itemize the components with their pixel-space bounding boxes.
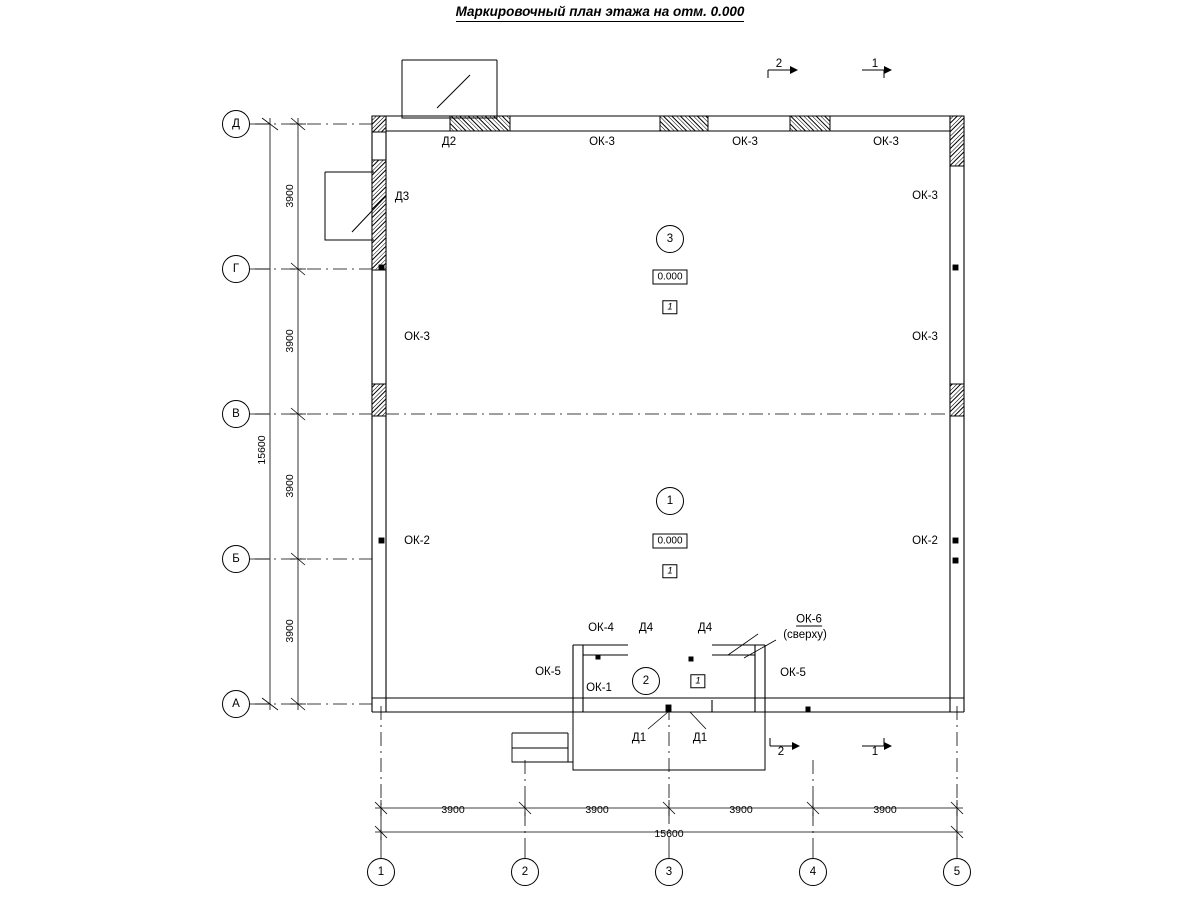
room-number-3[interactable]: 3 xyxy=(656,225,684,253)
opening-label-ok2-left: ОК-2 xyxy=(404,535,430,547)
opening-label-ok5-right: ОК-5 xyxy=(780,667,806,679)
dimension-vertical-1: 3900 xyxy=(284,184,296,208)
opening-label-ok3-top-2: ОК-3 xyxy=(732,136,758,148)
axis-bubble-g[interactable]: Г xyxy=(222,255,250,283)
dimension-horizontal-4: 3900 xyxy=(873,804,897,816)
section-mark-1-bottom: 1 xyxy=(871,746,879,758)
axis-bubble-a[interactable]: А xyxy=(222,690,250,718)
room-elevation-1: 0.000 xyxy=(652,534,687,549)
opening-label-d2: Д2 xyxy=(441,136,457,148)
axis-bubble-b[interactable]: Б xyxy=(222,545,250,573)
axis-bubble-4[interactable]: 4 xyxy=(799,858,827,886)
opening-label-ok3-top-3: ОК-3 xyxy=(873,136,899,148)
dimension-horizontal-2: 3900 xyxy=(585,804,609,816)
room-number-1[interactable]: 1 xyxy=(656,487,684,515)
opening-label-ok3-right-1: ОК-3 xyxy=(912,190,938,202)
room-elevation-3: 0.000 xyxy=(652,270,687,285)
opening-label-d3: Д3 xyxy=(394,191,410,203)
room-number-2[interactable]: 2 xyxy=(632,667,660,695)
opening-label-ok3-right-2: ОК-3 xyxy=(912,331,938,343)
room-mark-1: 1 xyxy=(662,564,677,578)
room-mark-3: 1 xyxy=(662,300,677,314)
axis-bubble-2[interactable]: 2 xyxy=(511,858,539,886)
opening-label-ok1: ОК-1 xyxy=(586,682,612,694)
opening-label-ok6-note: (сверху) xyxy=(783,629,827,641)
axis-bubble-3[interactable]: 3 xyxy=(655,858,683,886)
dimension-vertical-3: 3900 xyxy=(284,474,296,498)
opening-label-ok2-right: ОК-2 xyxy=(912,535,938,547)
section-mark-2-bottom: 2 xyxy=(777,746,785,758)
opening-label-ok3-top-1: ОК-3 xyxy=(589,136,615,148)
dimension-horizontal-total: 15600 xyxy=(654,828,684,840)
section-mark-2-top: 2 xyxy=(775,58,783,70)
opening-label-d4-2: Д4 xyxy=(697,622,713,634)
dimension-vertical-total: 15600 xyxy=(256,435,268,465)
axis-bubble-v[interactable]: В xyxy=(222,400,250,428)
opening-label-d1-2: Д1 xyxy=(692,732,708,744)
opening-label-ok3-left: ОК-3 xyxy=(404,331,430,343)
section-mark-1-top: 1 xyxy=(871,58,879,70)
opening-label-ok4: ОК-4 xyxy=(588,622,614,634)
drawing-title: Маркировочный план этажа на отм. 0.000 xyxy=(0,4,1200,19)
axis-bubble-d[interactable]: Д xyxy=(222,110,250,138)
axis-bubble-1[interactable]: 1 xyxy=(367,858,395,886)
opening-label-ok5-left: ОК-5 xyxy=(535,666,561,678)
dimension-vertical-4: 3900 xyxy=(284,619,296,643)
dimension-horizontal-1: 3900 xyxy=(441,804,465,816)
dimension-vertical-2: 3900 xyxy=(284,329,296,353)
opening-label-d1-1: Д1 xyxy=(631,732,647,744)
opening-label-d4-1: Д4 xyxy=(638,622,654,634)
opening-label-ok6: ОК-6 xyxy=(796,613,822,626)
axis-bubble-5[interactable]: 5 xyxy=(943,858,971,886)
room-mark-2: 1 xyxy=(690,674,705,688)
dimension-horizontal-3: 3900 xyxy=(729,804,753,816)
